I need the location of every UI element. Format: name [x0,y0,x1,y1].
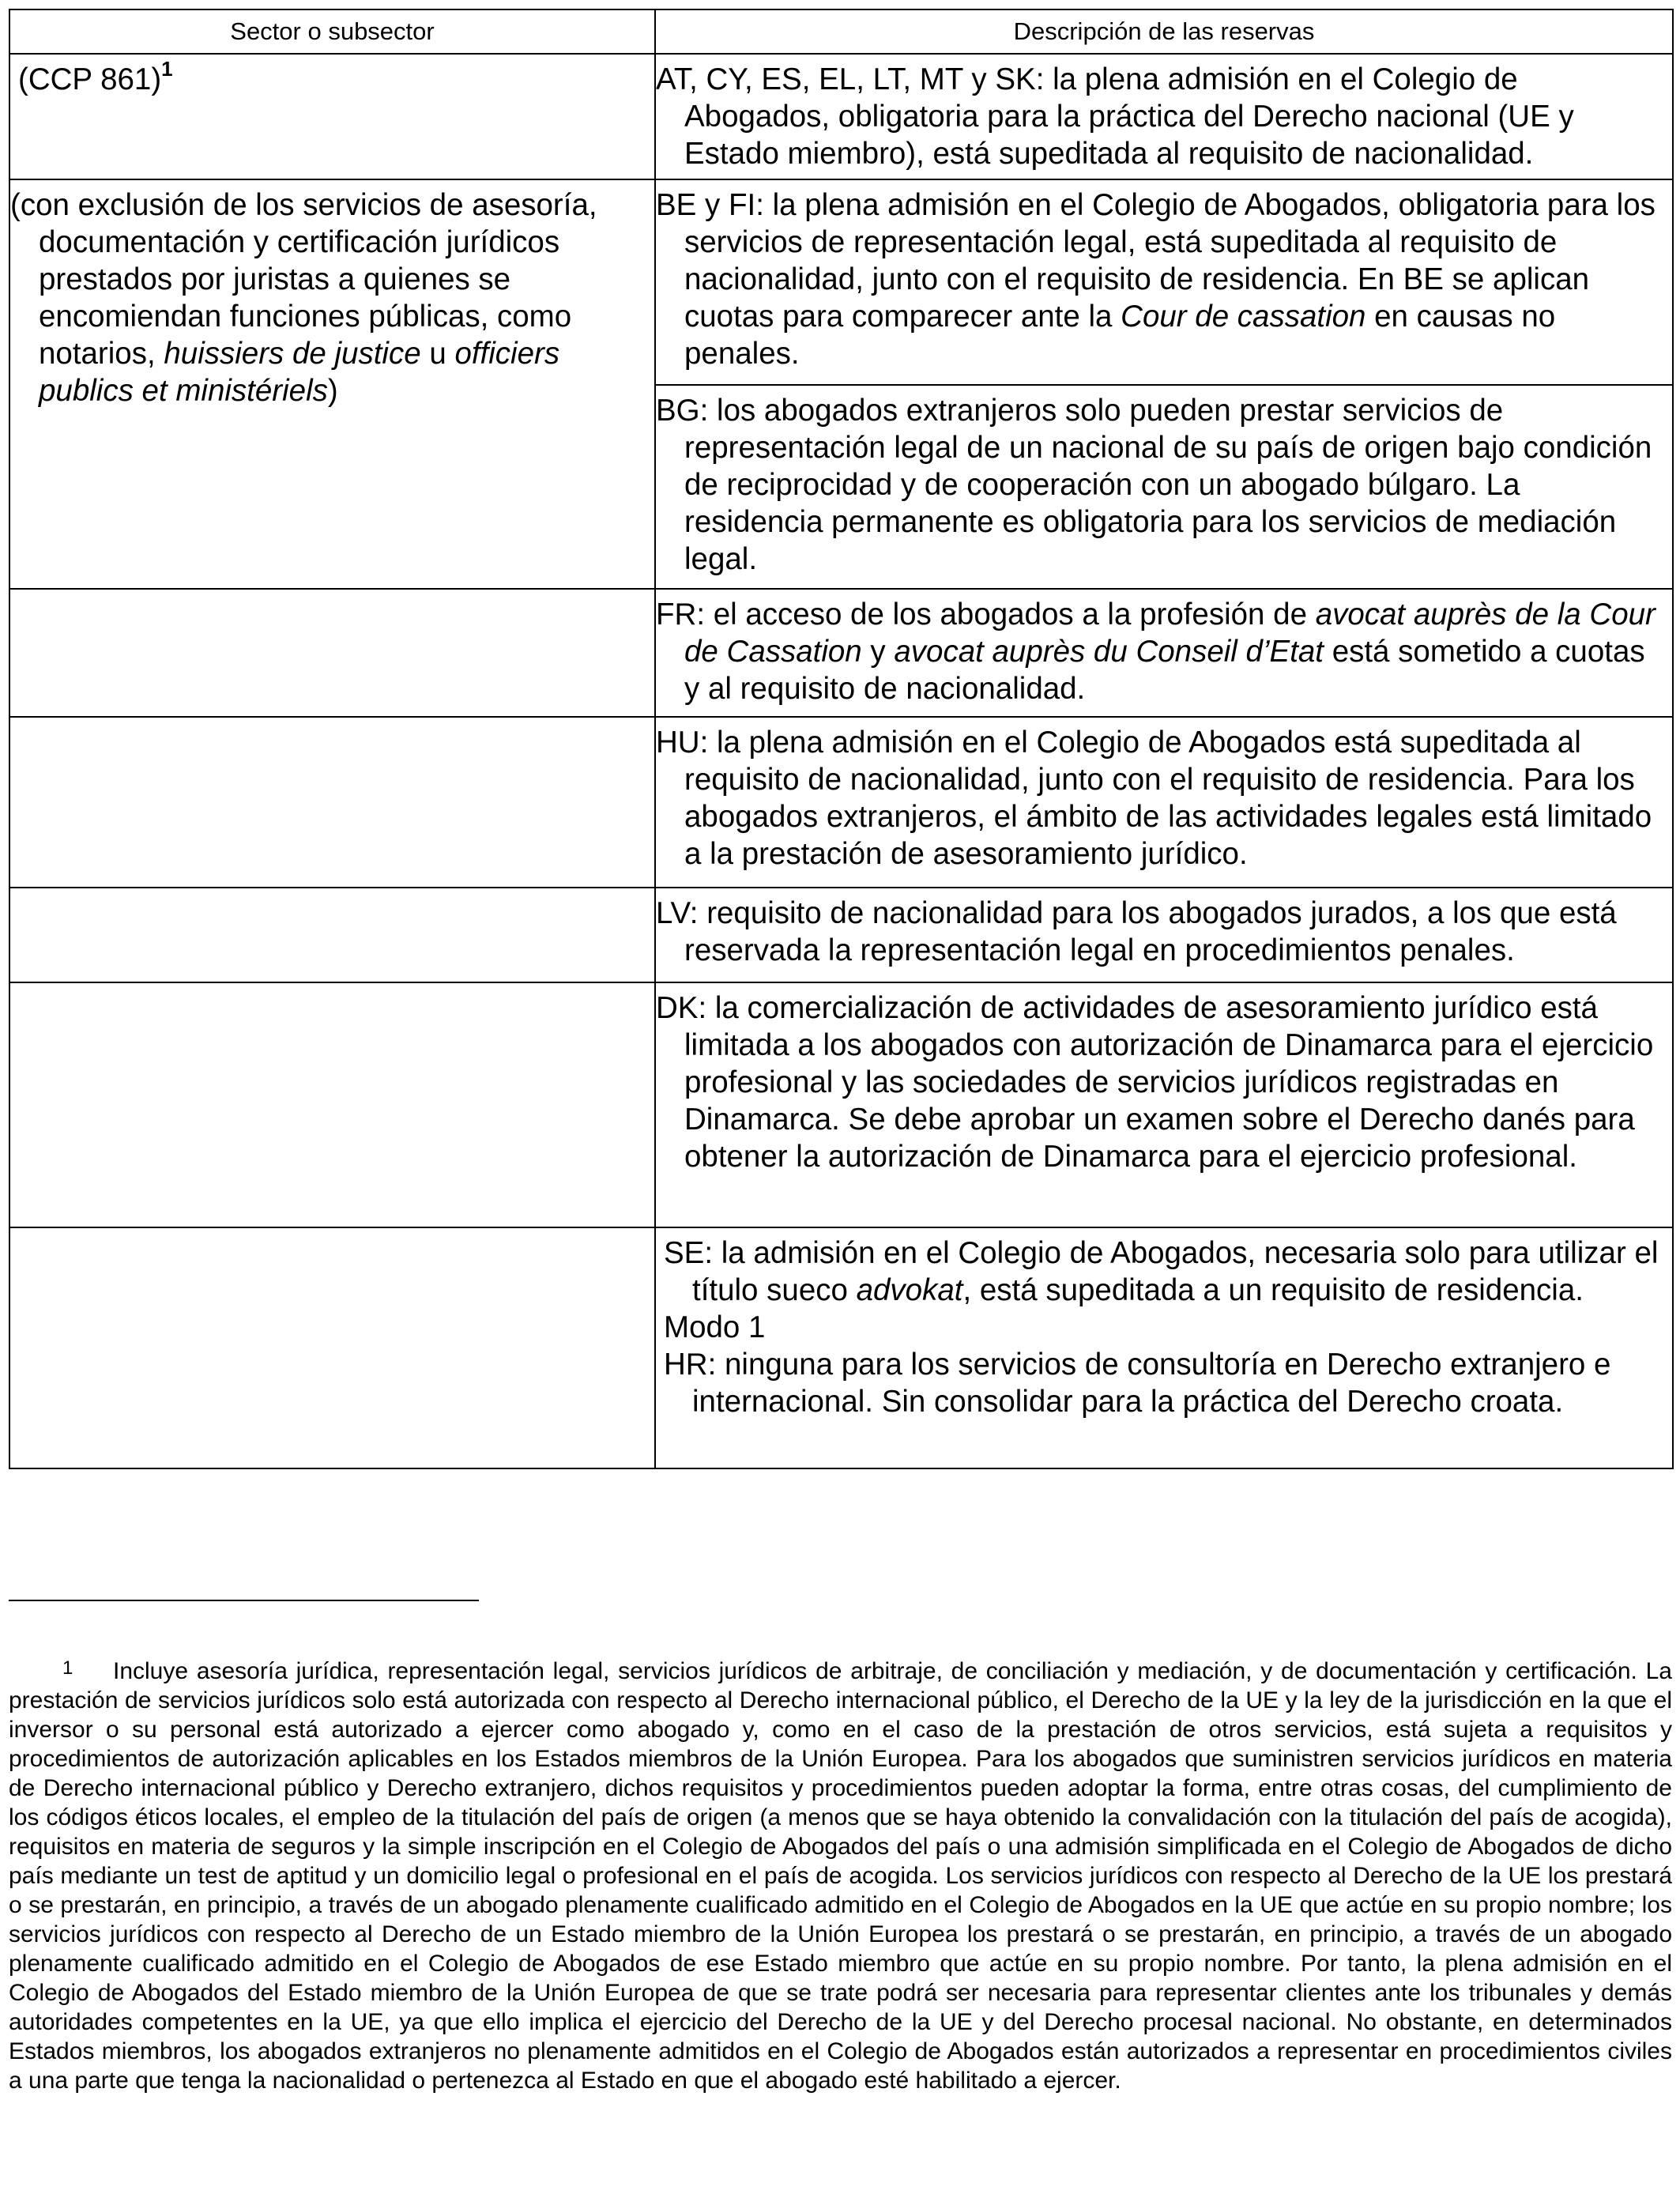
table-row [9,888,1673,982]
column-header-description: Descripción de las reservas [655,9,1673,54]
reservation-text: FR: el acceso de los abogados a la profesión de avocat auprès de la Cour de Cassation y avocat auprès du Conseil d’Etat está sometido a cuotas y al requisito de nacionalidad. [656,598,1656,706]
description-cell [655,888,1673,982]
reservation-text: BG: los abogados extranjeros solo pueden prestar servicios de representación legal de un nacional de su país de origen bajo condición de reciprocidad y de cooperación con un abogado búlgaro. La residencia permanente es obligatoria para los servicios de mediación legal. [656,394,1652,576]
reservation-text: LV: requisito de nacionalidad para los abogados jurados, a los que está reservada la representación legal en procedimientos penales. [656,896,1617,967]
sector-ccp-label: (CCP 861) [18,62,162,96]
reservation-text: AT, CY, ES, EL, LT, MT y SK: la plena admisión en el Colegio de Abogados, obligatoria para la práctica del Derecho nacional (UE y Estado miembro), está supeditada al requisito de nacionalidad. [656,62,1574,171]
footnote-separator [9,1600,479,1601]
description-cell [655,717,1673,888]
sector-cell-ccp [9,54,655,179]
sector-cell-empty [9,589,655,717]
sector-cell-exclusion [9,179,655,589]
table-row [9,717,1673,888]
sector-cell-empty [9,982,655,1227]
description-cell [655,385,1673,589]
column-header-sector: Sector o subsector [9,9,655,54]
table-header-row [9,9,1673,54]
reservation-text: BE y FI: la plena admisión en el Colegio de Abogados, obligatoria para los servicios de representación legal, está supeditada al requisito de nacionalidad, junto con el requisito de residencia. En BE se aplican cuotas para comparecer ante la Cour de cassation en causas no penales. [656,188,1656,371]
table-row [9,54,1673,179]
table-row [9,179,1673,385]
description-cell [655,1227,1673,1468]
reservations-table [9,9,1674,1469]
reservation-text: HR: ninguna para los servicios de consultoría en Derecho extranjero e internacional. Sin consolidar para la práctica del Derecho croata. [664,1348,1611,1419]
footnote-text: Incluye asesoría jurídica, representación legal, servicios jurídicos de arbitraje, de conciliación y mediación, y de documentación y certificación. La prestación de servicios jurídicos solo está autorizada con respecto al Derecho internacional público, el Derecho de la UE y la ley de la jurisdicción en la que el inversor o su personal está autorizado a ejercer como abogado y, como en el caso de la prestación de otros servicios, está sujeta a requisitos y procedimientos de autorización aplicables en los Estados miembros de la Unión Europea. Para los abogados que suministren servicios jurídicos en materia de Derecho internacional público y Derecho extranjero, dichos requisitos y procedimientos pueden adoptar la forma, entre otras cosas, del cumplimiento de los códigos éticos locales, el empleo de la titulación del país de origen (a menos que se haya obtenido la convalidación con la titulación del país de acogida), requisitos en materia de seguros y la simple inscripción en el Colegio de Abogados del país o una admisión simplificada en el Colegio de Abogados de dicho país mediante un test de aptitud y un domicilio legal o profesional en el país de acogida. Los servicios jurídicos con respecto al Derecho de la UE los prestará o se prestarán, en principio, a través de un abogado plenamente cualificado admitido en el Colegio de Abogados en la UE que actúe en su propio nombre; los servicios jurídicos con respecto al Derecho de un Estado miembro de la Unión Europea los prestará o se prestarán, en principio, a través de un abogado plenamente cualificado admitido en el Colegio de Abogados de ese Estado miembro que actúe en su propio nombre. Por tanto, la plena admisión en el Colegio de Abogados del Estado miembro de la Unión Europea de que se trate podrá ser necesaria para representar clientes ante los tribunales y demás autoridades competentes en la UE, ya que ello implica el ejercicio del Derecho de la UE y del Derecho procesal nacional. No obstante, en determinados Estados miembros, los abogados extranjeros no plenamente admitidos en el Colegio de Abogados están autorizados a representar en procedimientos civiles a una parte que tenga la nacionalidad o pertenezca al Estado en que el abogado esté habilitado a ejercer. [9,1658,1672,2094]
description-cell [655,982,1673,1227]
table-row [9,982,1673,1227]
footnote-marker: 1 [161,57,173,81]
description-cell [655,54,1673,179]
reservation-text: SE: la admisión en el Colegio de Abogados, necesaria solo para utilizar el título sueco advokat, está supeditada a un requisito de residencia. [664,1236,1659,1307]
footnote [9,1657,1672,2095]
sector-cell-empty [9,717,655,888]
sector-exclusion-text: (con exclusión de los servicios de asesoría, documentación y certificación jurídicos prestados por juristas a quienes se encomiendan funciones públicas, como notarios, huissiers de justice u officiers publics et ministériels) [10,188,597,408]
sector-cell-empty [9,888,655,982]
table-row [9,589,1673,717]
footnote-number: 1 [62,1657,73,1679]
table-row [9,1227,1673,1468]
mode-label: Modo 1 [664,1310,766,1344]
reservation-text: DK: la comercialización de actividades de asesoramiento jurídico está limitada a los abogados con autorización de Dinamarca para el ejercicio profesional y las sociedades de servicios jurídicos registradas en Dinamarca. Se debe aprobar un examen sobre el Derecho danés para obtener la autorización de Dinamarca para el ejercicio profesional. [656,991,1654,1174]
reservation-text: HU: la plena admisión en el Colegio de Abogados está supeditada al requisito de nacionalidad, junto con el requisito de residencia. Para los abogados extranjeros, el ámbito de las actividades legales está limitado a la prestación de asesoramiento jurídico. [656,726,1652,871]
description-cell [655,589,1673,717]
sector-cell-empty [9,1227,655,1468]
description-cell [655,179,1673,385]
